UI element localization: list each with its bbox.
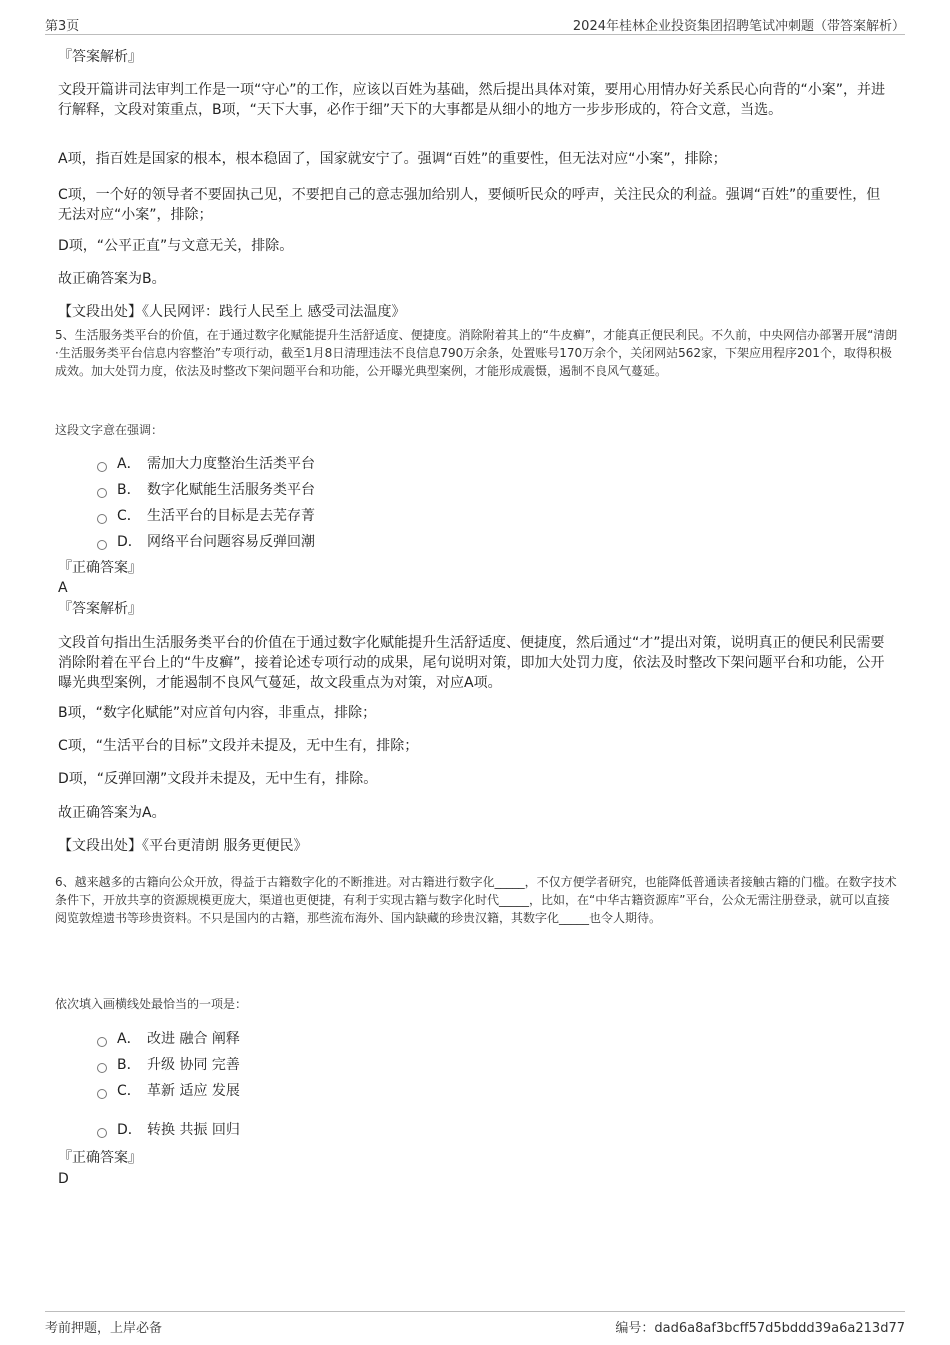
q5-option-b[interactable]: B． 数字化赋能生活服务类平台 bbox=[97, 480, 315, 500]
page-header bbox=[45, 14, 905, 35]
document-code: 编号：dad6a8af3bcff57d5bddd39a6a213d77 bbox=[615, 1321, 905, 1336]
q4-option-a-analysis: A项，指百姓是国家的根本，根本稳固了，国家就安宁了。强调“百姓”的重要性，但无法对应“小案”，排除； bbox=[58, 151, 727, 167]
q5-answer: A bbox=[58, 580, 68, 596]
q5-answer-label: 『正确答案』 bbox=[58, 560, 142, 576]
q6-option-b[interactable]: B． 升级 协同 完善 bbox=[97, 1055, 240, 1075]
q5-question: 这段文字意在强调： bbox=[55, 423, 164, 437]
radio-icon[interactable] bbox=[97, 462, 107, 472]
q5-option-d[interactable]: D． 网络平台问题容易反弹回潮 bbox=[97, 532, 315, 552]
q4-analysis-para: 文段开篇讲司法审判工作是一项“守心”的工作，应该以百姓为基础，然后提出具体对策，要用心用情办好关系民心向背的“小案”，并进行解释，文段对策重点，B项，“天下大事，必作于细”天下的大事都是从细小的地方一步步形成的，符合文意，当选。 bbox=[58, 82, 886, 118]
radio-icon[interactable] bbox=[97, 1063, 107, 1073]
q4-source: 【文段出处】《人民网评：践行人民至上 感受司法温度》 bbox=[58, 304, 406, 320]
q6-answer-label: 『正确答案』 bbox=[58, 1150, 142, 1166]
q6-option-c[interactable]: C． 革新 适应 发展 bbox=[97, 1081, 240, 1101]
q5-option-b-analysis: B项，“数字化赋能”对应首句内容，非重点，排除； bbox=[58, 705, 377, 721]
radio-icon[interactable] bbox=[97, 514, 107, 524]
q4-option-c-analysis: C项，一个好的领导者不要固执己见，不要把自己的意志强加给别人，要倾听民众的呼声，关注民众的利益。强调“百姓”的重要性，但无法对应“小案”，排除； bbox=[58, 187, 881, 223]
q5-option-d-analysis: D项，“反弹回潮”文段并未提及，无中生有，排除。 bbox=[58, 771, 378, 787]
q6-stem: 6、越来越多的古籍向公众开放，得益于古籍数字化的不断推进。对古籍进行数字化_____，不仅方便学者研究，也能降低普通读者接触古籍的门槛。在数字技术条件下，开放共享的资源规模更庞大，渠道也更便捷，有利于实现古籍与数字化时代_____，比如，在“中华古籍资源库”平台，公众无需注册登录，就可以直接阅览敦煌遗书等珍贵资料。不只是国内的古籍，那些流布海外、国内缺藏的珍贵汉籍，其数字化_____也令人期待。 bbox=[55, 875, 897, 925]
q5-conclusion: 故正确答案为A。 bbox=[58, 805, 166, 821]
q6-answer: D bbox=[58, 1171, 69, 1187]
radio-icon[interactable] bbox=[97, 488, 107, 498]
footer-slogan: 考前押题，上岸必备 bbox=[45, 1321, 163, 1336]
q6-option-d[interactable]: D． 转换 共振 回归 bbox=[97, 1120, 240, 1140]
q6-question: 依次填入画横线处最恰当的一项是： bbox=[55, 997, 248, 1011]
page-number: 第3页 bbox=[45, 19, 80, 34]
q5-analysis-label: 『答案解析』 bbox=[58, 601, 142, 617]
page-footer bbox=[45, 1311, 905, 1338]
radio-icon[interactable] bbox=[97, 1089, 107, 1099]
q4-analysis-label: 『答案解析』 bbox=[58, 49, 142, 65]
q6-option-a[interactable]: A． 改进 融合 阐释 bbox=[97, 1029, 240, 1049]
document-title: 2024年桂林企业投资集团招聘笔试冲刺题（带答案解析） bbox=[572, 19, 905, 34]
radio-icon[interactable] bbox=[97, 1128, 107, 1138]
q5-option-c[interactable]: C． 生活平台的目标是去芜存菁 bbox=[97, 506, 315, 526]
radio-icon[interactable] bbox=[97, 540, 107, 550]
q5-stem: 5、生活服务类平台的价值，在于通过数字化赋能提升生活舒适度、便捷度。消除附着其上的“牛皮癣”，才能真正便民利民。不久前，中央网信办部署开展“清朗·生活服务类平台信息内容整治”专项行动，截至1月8日清理违法不良信息790万余条，处置账号170万余个，关闭网站562家，下架应用程序201个，取得积极成效。加大处罚力度，依法及时整改下架问题平台和功能，公开曝光典型案例，才能形成震慑，遏制不良风气蔓延。 bbox=[55, 328, 898, 378]
q4-conclusion: 故正确答案为B。 bbox=[58, 271, 166, 287]
q5-option-a[interactable]: A． 需加大力度整治生活类平台 bbox=[97, 454, 315, 474]
q4-option-d-analysis: D项，“公平正直”与文意无关，排除。 bbox=[58, 238, 294, 254]
q5-source: 【文段出处】《平台更清朗 服务更便民》 bbox=[58, 838, 308, 854]
q5-option-c-analysis: C项，“生活平台的目标”文段并未提及，无中生有，排除； bbox=[58, 738, 419, 754]
q5-analysis-para: 文段首句指出生活服务类平台的价值在于通过数字化赋能提升生活舒适度、便捷度，然后通过“才”提出对策，说明真正的便民利民需要消除附着在平台上的“牛皮癣”，接着论述专项行动的成果，尾句说明对策，即加大处罚力度，依法及时整改下架问题平台和功能，公开曝光典型案例，才能遏制不良风气蔓延，故文段重点为对策，对应A项。 bbox=[58, 635, 885, 691]
radio-icon[interactable] bbox=[97, 1037, 107, 1047]
